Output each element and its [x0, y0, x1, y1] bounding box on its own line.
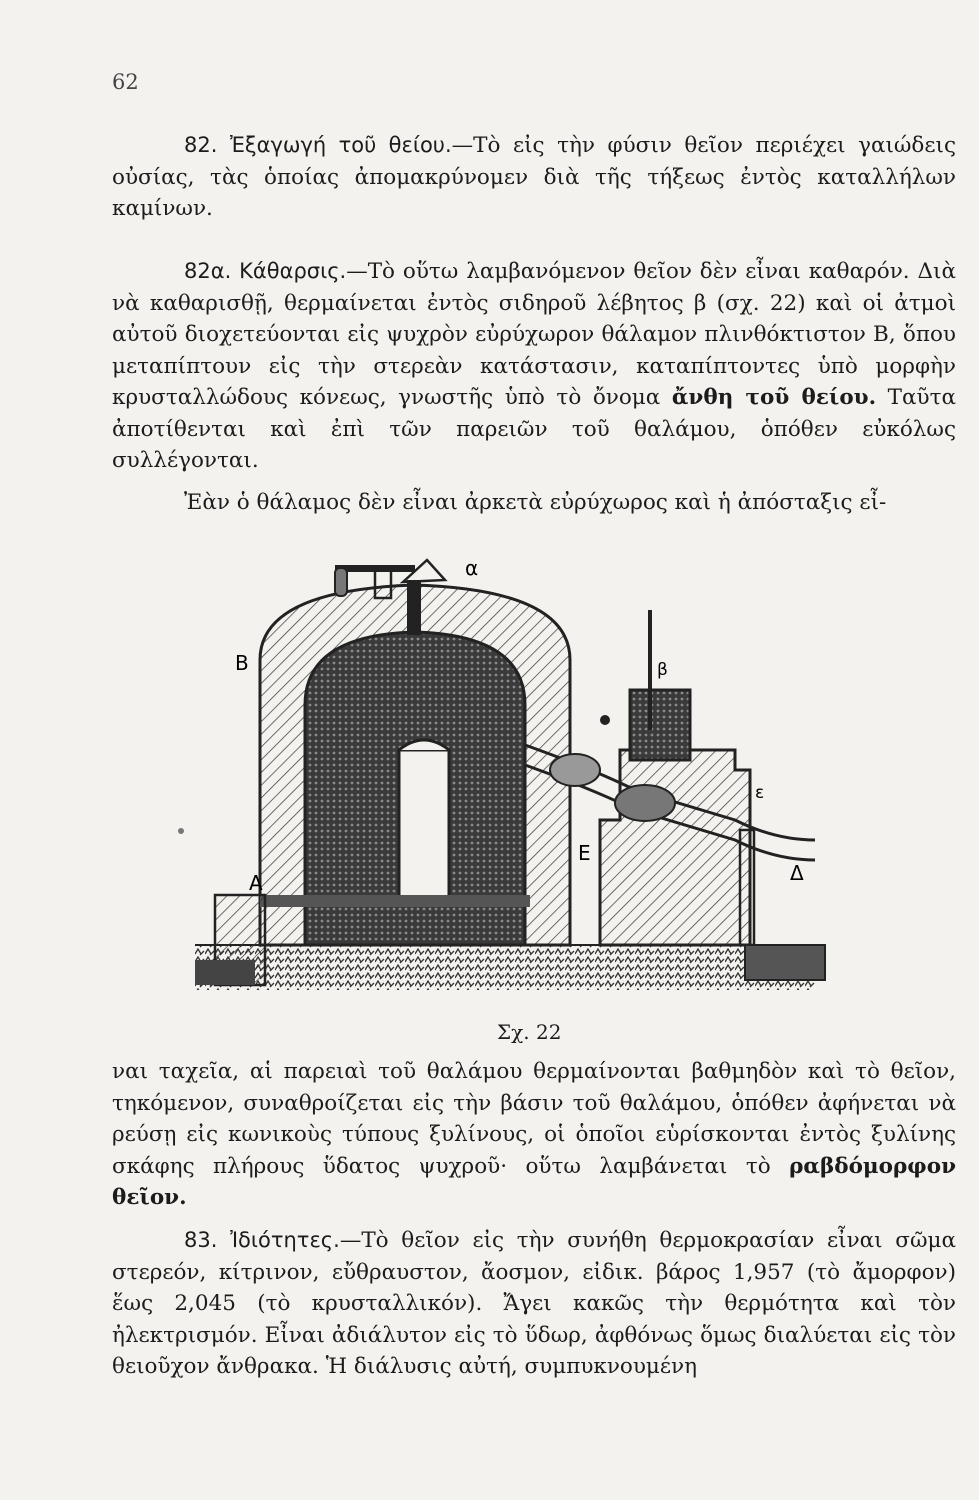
- label-E: Ε: [578, 841, 591, 865]
- section-82: [112, 130, 956, 225]
- section-82-body: —Τὸ εἰς τὴν φύσιν θεῖον περιέχει γαιώδεις οὐσίας, τὰς ὁποίας ἀπομακρύνομεν διὰ τῆς τήξεως ἐντὸς καταλλήλων καμίνων.: [112, 133, 956, 221]
- brick-chamber-b: [260, 585, 570, 945]
- section-82a-para2-start: Ἐὰν ὁ θάλαμος δὲν εἶναι ἀρκετὰ εὐρύχωρος καὶ ἡ ἀπόσταξις εἶ-: [184, 490, 887, 515]
- figure-22-apparatus: [175, 540, 835, 1010]
- section-82a-title: Κάθαρσις.: [239, 259, 347, 283]
- ink-speck: [178, 828, 184, 834]
- furnace-front-a: [195, 895, 265, 985]
- section-82-title: Ἐξαγωγή τοῦ θείου.: [229, 133, 452, 157]
- section-82a-number: 82α.: [184, 259, 232, 283]
- label-B: Β: [235, 651, 249, 675]
- label-epsilon: ε: [755, 783, 765, 803]
- section-83-title: Ἰδιότητες.: [230, 1228, 340, 1252]
- term-anthi-tou-theiou: ἄνθη τοῦ θείου.: [671, 385, 877, 410]
- section-83: [112, 1225, 956, 1383]
- section-82a-body-end: Ταῦτα ἀποτίθενται καὶ ἐπὶ τῶν παρειῶν τοῦ θαλάμου, ὁπόθεν εὐκόλως συλλέγονται.: [112, 385, 957, 473]
- label-A: Α: [249, 871, 263, 895]
- page-number: 62: [112, 70, 139, 94]
- label-alpha: α: [465, 556, 479, 580]
- condenser-delta: [740, 830, 825, 980]
- ground: [195, 945, 815, 990]
- term-ravdomorfon-theion: ραβδόμορφον θεῖον.: [112, 1153, 956, 1210]
- section-83-number: 83.: [184, 1228, 218, 1252]
- section-82a-para2-cont: ναι ταχεῖα, αἱ παρειαὶ τοῦ θαλάμου θερμαίνονται βαθμηδὸν καὶ τὸ θεῖον, τηκόμενον, συναθροίζεται εἰς τὴν βάσιν τοῦ θαλάμου, ὁπόθεν ἀφήνεται νὰ ρεύσῃ εἰς κωνικοὺς τύπους ξυλίνους, οἱ ὁποῖοι εὑρίσκονται ἐντὸς ξυλίνης σκάφης πλήρους ὕδατος ψυχροῦ· οὕτω λαμβάνεται τὸ ραβδόμορφον θεῖον.: [112, 1059, 956, 1210]
- section-82-number: 82.: [184, 133, 218, 157]
- section-83-body: —Τὸ θεῖον εἰς τὴν συνήθη θερμοκρασίαν εἶναι σῶμα στερεόν, κίτρινον, εὔθραυστον, ἄοσμον, εἰδικ. βάρος 1,957 (τὸ ἄμορφον) ἕως 2,045 (τὸ κρυσταλλικόν). Ἄγει κακῶς τὴν θερμότητα καὶ τὸν ἠλεκτρισμόν. Εἶναι ἀδιάλυτον εἰς τὸ ὕδωρ, ἀφθόνως ὅμως διαλύεται εἰς τὸν θειοῦχον ἄνθρακα. Ἡ διάλυσις αὐτή, συμπυκνουμένη: [112, 1228, 956, 1379]
- section-82a-body-start: —Τὸ οὕτω λαμβανόμενον θεῖον δὲν εἶναι καθαρόν. Διὰ νὰ καθαρισθῇ, θερμαίνεται ἐντὸς σιδηροῦ λέβητος β (σχ. 22) καὶ οἱ ἀτμοὶ αὐτοῦ διοχετεύονται εἰς ψυχρὸν εὐρύχωρον θάλαμον πλινθόκτιστον Β, ὅπου μεταπίπτουν εἰς τὴν στερεὰν κατάστασιν, καταπίπτοντες ὑπὸ μορφὴν κρυσταλλώδους κόνεως, γνωστῆς ὑπὸ τὸ ὄνομα: [112, 259, 957, 410]
- boiler-furnace: [600, 610, 750, 945]
- figure-caption: Σχ. 22: [497, 1020, 562, 1044]
- section-82a: [112, 256, 956, 477]
- label-beta: β: [657, 660, 668, 680]
- label-Delta: Δ: [790, 861, 804, 885]
